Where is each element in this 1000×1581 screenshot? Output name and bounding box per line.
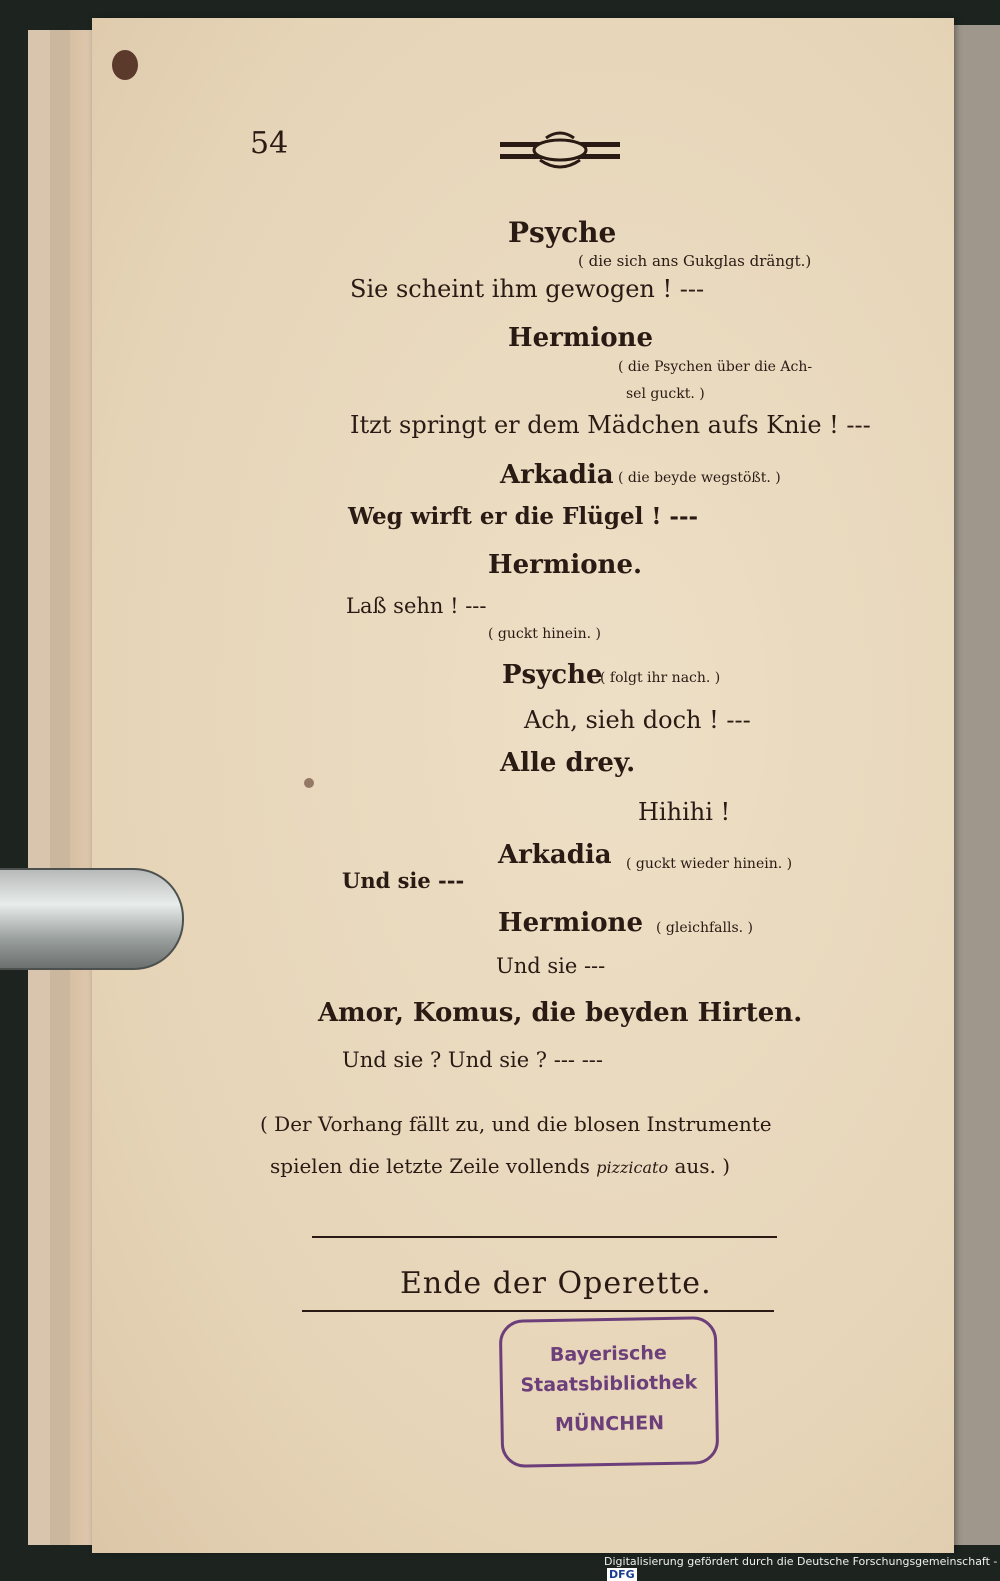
- stamp-line-2: Staatsbibliothek: [520, 1371, 698, 1397]
- final-stage-direction-b-start: spielen die letzte Zeile vollends: [270, 1154, 590, 1178]
- line-hermione-2: Laß sehn ! ---: [346, 594, 487, 618]
- speaker-arkadia-1: Arkadia: [500, 460, 614, 490]
- header-ornament-icon: [500, 128, 620, 176]
- stage-direction-psyche-1: ( die sich ans Gukglas drängt.): [578, 252, 812, 270]
- stage-direction-arkadia-1: ( die beyde wegstößt. ): [618, 470, 781, 486]
- page-number: 54: [250, 126, 289, 161]
- line-hermione-3: Und sie ---: [496, 954, 606, 978]
- stage-direction-arkadia-2: ( guckt wieder hinein. ): [626, 856, 793, 872]
- speaker-amor-komus: Amor, Komus, die beyden Hirten.: [318, 998, 803, 1028]
- top-rule: [312, 1236, 777, 1238]
- line-alle-drey: Hihihi !: [638, 798, 731, 826]
- final-stage-direction-b-end: aus. ): [674, 1154, 731, 1178]
- ink-stain: [112, 50, 138, 80]
- final-stage-direction-a: ( Der Vorhang fällt zu, und die blosen Instrumente: [260, 1112, 772, 1136]
- line-arkadia-2: Und sie ---: [342, 868, 465, 893]
- line-amor-komus: Und sie ? Und sie ? --- ---: [342, 1048, 603, 1072]
- stamp-line-3: MÜNCHEN: [554, 1412, 665, 1436]
- stage-direction-hermione-1a: ( die Psychen über die Ach-: [618, 359, 813, 375]
- speaker-alle-drey: Alle drey.: [500, 748, 636, 778]
- stage-direction-hermione-1b: sel guckt. ): [626, 386, 705, 402]
- dfg-logo: DFG: [609, 1568, 635, 1581]
- stage-direction-hermione-2: ( guckt hinein. ): [488, 626, 601, 642]
- bottom-rule: [302, 1310, 774, 1312]
- pizzicato-term: pizzicato: [596, 1158, 669, 1177]
- stage-direction-hermione-3: ( gleichfalls. ): [656, 920, 754, 936]
- book-page: [92, 18, 954, 1553]
- speaker-psyche-2: Psyche: [502, 660, 603, 690]
- speaker-hermione-1: Hermione: [508, 323, 653, 353]
- speaker-psyche-1: Psyche: [508, 216, 617, 249]
- end-title: Ende der Operette.: [400, 1266, 712, 1301]
- speaker-arkadia-2: Arkadia: [498, 840, 612, 870]
- speaker-hermione-3: Hermione: [498, 908, 643, 938]
- final-stage-direction-b: [270, 1154, 730, 1178]
- line-psyche-2: Ach, sieh doch ! ---: [524, 706, 751, 734]
- page-holder-blade: [0, 868, 184, 970]
- small-stain: [304, 778, 314, 788]
- stamp-line-1: Bayerische: [549, 1341, 667, 1367]
- speaker-hermione-2: Hermione.: [488, 550, 643, 580]
- line-hermione-1: Itzt springt er dem Mädchen aufs Knie ! ---: [350, 411, 871, 439]
- footer-credit: [604, 1555, 1000, 1581]
- line-psyche-1: Sie scheint ihm gewogen ! ---: [350, 275, 705, 303]
- line-arkadia-1: Weg wirft er die Flügel ! ---: [348, 503, 699, 530]
- stage-direction-psyche-2: ( folgt ihr nach. ): [600, 670, 721, 686]
- footer-text: Digitalisierung gefördert durch die Deutsche Forschungsgemeinschaft -: [604, 1555, 998, 1568]
- library-stamp: [499, 1316, 720, 1468]
